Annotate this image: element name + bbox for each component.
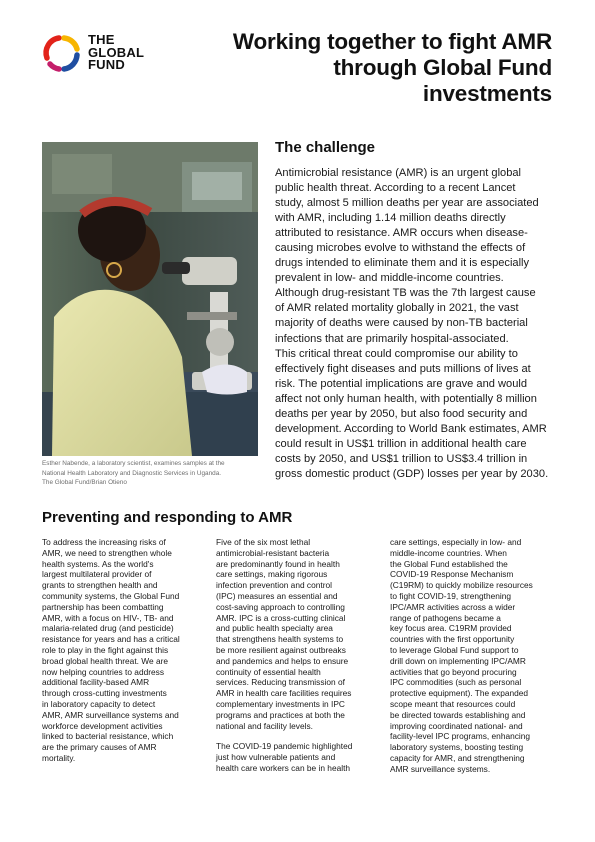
column-2 — [216, 537, 396, 774]
body-line: AMR, AMR surveillance systems and — [42, 709, 179, 720]
body-line: IPC commodities (such as personal — [390, 677, 522, 688]
body-line: and public health specialty area — [216, 623, 333, 634]
caption-line: Esther Nabende, a laboratory scientist, examines samples at the — [42, 460, 225, 467]
body-line: AMR, we need to strengthen whole — [42, 547, 172, 558]
body-line: care settings, especially in low- and — [390, 537, 522, 547]
title-line: investments — [422, 81, 552, 106]
body-line: malaria-related drug (and pesticide) — [42, 623, 174, 634]
body-line: national and facility levels. — [216, 720, 313, 731]
body-line: capacity for AMR, and strengthening — [390, 752, 525, 763]
title-line: through Global Fund — [333, 55, 552, 80]
body-line: to leverage Global Fund support to — [390, 644, 519, 655]
challenge-line: of AMR related mortality globally in 2021, the vast — [275, 302, 519, 315]
body-line: grants to strengthen health and — [42, 580, 158, 591]
challenge-line: risk. The potential implications are grave and would — [275, 377, 528, 390]
body-line: health care workers can be in health — [216, 762, 351, 773]
body-line: IPC/AMR activities across a wider — [390, 601, 516, 612]
body-line: just how vulnerable patients and — [216, 752, 336, 763]
challenge-line: attributed to resistance. AMR occurs when disease- — [275, 227, 528, 240]
body-line: services. Reducing transmission of — [216, 677, 345, 688]
logo-line: FUND — [88, 57, 125, 72]
challenge-line: This critical threat could compromise our ability to — [275, 347, 518, 360]
body-line: are predominantly found in health — [216, 558, 340, 569]
body-line: Five of the six most lethal — [216, 537, 311, 547]
body-line: additional facility-based AMR — [42, 677, 150, 688]
body-line: complementary investments in IPC — [216, 698, 345, 709]
body-line: AMR. IPC is a cross-cutting clinical — [216, 612, 346, 623]
challenge-line: infections that are primarily hospital-associated. — [275, 332, 509, 345]
challenge-line: could result in US$1 trillion in additional health care — [275, 437, 527, 450]
challenge-line: affect not only human health, with potentially 8 million — [275, 392, 537, 405]
logo-line: THE — [88, 32, 115, 47]
section-heading: Preventing and responding to AMR — [42, 509, 293, 526]
body-line: programs and practices at both the — [216, 709, 345, 720]
body-line: antimicrobial-resistant bacteria — [216, 547, 330, 558]
title-line: Working together to fight AMR — [232, 29, 552, 54]
body-line: AMR surveillance systems. — [390, 763, 491, 774]
body-line: facility-level IPC programs, enhancing — [390, 731, 531, 742]
body-line: activities that go beyond procuring — [390, 666, 517, 677]
body-line: workforce development activities — [42, 720, 163, 731]
body-line: are the primary causes of AMR — [42, 742, 157, 753]
global-fund-logo — [41, 30, 161, 76]
body-line: mortality. — [42, 752, 76, 763]
challenge-paragraph — [275, 166, 575, 482]
body-line: be more resilient against outbreaks — [216, 644, 346, 655]
body-line: AMR, with a focus on HIV-, TB- and — [42, 612, 174, 623]
challenge-line: drugs intended to eliminate them and it is especially — [275, 257, 530, 270]
logo-wordmark — [88, 34, 144, 72]
logo-line: GLOBAL — [88, 44, 145, 60]
photo-caption — [42, 459, 282, 488]
column-1 — [42, 537, 222, 764]
caption-line: National Health Laboratory and Diagnostic Services in Uganda. — [42, 469, 222, 477]
body-line: improving coordinated national- and — [390, 720, 523, 731]
challenge-heading: The challenge — [275, 139, 376, 156]
body-line: role to play in the fight against this — [42, 644, 169, 655]
body-line: community systems, the Global Fund — [42, 590, 180, 601]
challenge-line: development. According to World Bank estimates, AMR — [275, 422, 547, 435]
body-line: care settings, making rigorous — [216, 569, 328, 580]
challenge-line: public health threat. According to a recent Lancet — [275, 182, 516, 195]
challenge-line: study, almost 5 million deaths per year are associated — [275, 197, 539, 210]
body-line: linked to bacterial resistance, which — [42, 731, 174, 742]
body-line: The COVID-19 pandemic highlighted — [216, 741, 353, 752]
body-line: health systems. As the world's — [42, 558, 154, 569]
body-line: continuity of essential health — [216, 666, 321, 677]
challenge-line: costs by 2050, and US$1 trillion to US$3.4 trillion in — [275, 452, 528, 465]
body-line: the Global Fund established the — [390, 558, 508, 569]
body-line: (C19RM) to quickly mobilize resources — [390, 580, 533, 591]
body-line: in laboratory capacity to detect — [42, 698, 156, 709]
body-line: middle-income countries. When — [390, 547, 507, 558]
laboratory-photo — [42, 142, 258, 456]
laboratory-photo-icon — [42, 142, 258, 456]
body-line: infection prevention and control — [216, 580, 332, 591]
body-line: COVID-19 Response Mechanism — [390, 569, 514, 580]
body-line: To address the increasing risks of — [42, 537, 166, 547]
caption-line: The Global Fund/Brian Otieno — [42, 479, 127, 486]
body-line: now helping countries to address — [42, 666, 164, 677]
document-title — [192, 29, 552, 107]
body-line: AMR in health care facilities requires — [216, 688, 352, 699]
body-line: largest multilateral provider of — [42, 569, 152, 580]
body-line: resistance for years and has a critical — [42, 634, 180, 645]
challenge-line: prevalent in low- and middle-income countries. — [275, 272, 504, 285]
column-3 — [390, 537, 570, 775]
challenge-line: deaths per year by 2050, but also food security and — [275, 407, 528, 420]
challenge-line: Antimicrobial resistance (AMR) is an urgent global — [275, 167, 522, 179]
body-line: through cross-cutting investments — [42, 688, 167, 699]
body-line: range of pathogens became a — [390, 612, 501, 623]
body-line: (IPC) measures an essential and — [216, 590, 338, 601]
body-line: key focus area. C19RM provided — [390, 623, 512, 634]
body-line: drill down on implementing IPC/AMR — [390, 655, 526, 666]
body-line: countries with the first opportunity — [390, 634, 515, 645]
body-line: broad global health threat. We are — [42, 655, 169, 666]
challenge-line: causing microbes evolve to withstand the effects of — [275, 242, 526, 255]
body-line: protective equipment). The expanded — [390, 688, 529, 699]
body-line: and pandemics and helps to ensure — [216, 655, 349, 666]
challenge-line: effectively fight diseases and puts millions of lives at — [275, 362, 531, 375]
global-fund-logo-icon — [41, 32, 83, 74]
body-line: be directed towards establishing and — [390, 709, 526, 720]
body-line: partnership has been combatting — [42, 601, 164, 612]
body-line: cost-saving approach to controlling — [216, 601, 345, 612]
body-line: scope meant that resources could — [390, 698, 516, 709]
challenge-line: gross domestic product (GDP) losses per year by 2030. — [275, 467, 549, 480]
challenge-line: with AMR, including 1.14 million deaths directly — [275, 212, 506, 225]
body-line: to fight COVID-19, strengthening — [390, 590, 512, 601]
body-line: laboratory systems, boosting testing — [390, 742, 524, 753]
challenge-line: Although drug-resistant TB was the 7th largest cause — [275, 287, 536, 300]
challenge-line: majority of deaths were caused by non-TB bacterial — [275, 317, 528, 330]
body-line: that strengthens health systems to — [216, 634, 344, 645]
paragraph-gap — [216, 731, 396, 741]
